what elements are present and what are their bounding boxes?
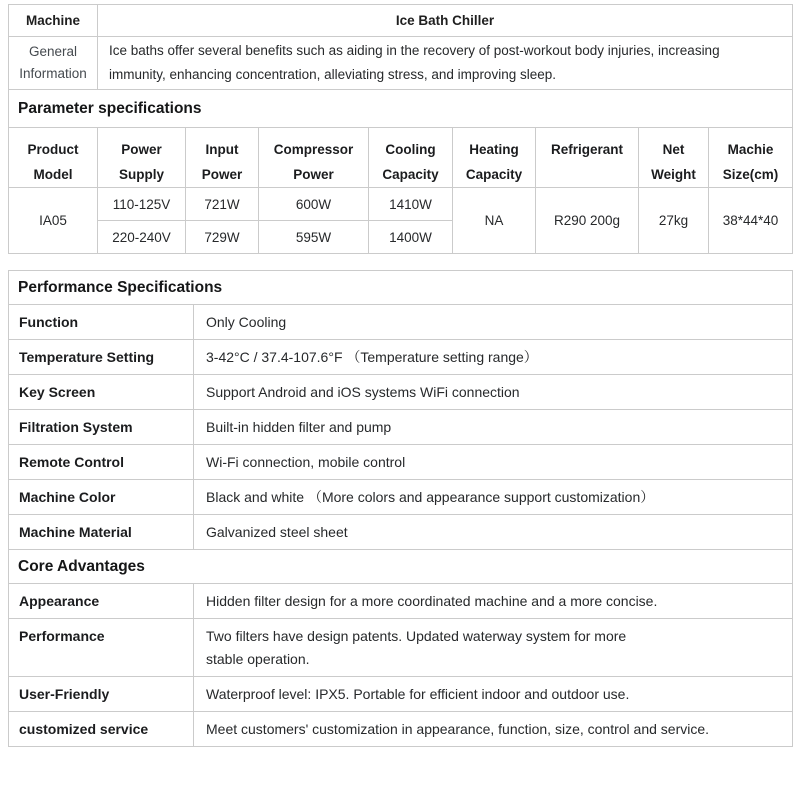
core-advantages-heading-row	[9, 550, 793, 584]
general-info-label-cell: General Information	[9, 37, 98, 90]
advantage-value: Hidden filter design for a more coordinated machine and a more concise.	[194, 584, 793, 619]
param-col-power-supply: Power Supply	[98, 128, 186, 188]
cooling-capacity-cell-1: 1410W	[369, 188, 453, 221]
machine-label-cell: Machine	[9, 5, 98, 37]
spec-value: Galvanized steel sheet	[194, 515, 793, 550]
advantage-row-user-friendly	[9, 677, 793, 712]
core-advantages-heading: Core Advantages	[9, 550, 793, 584]
spec-row-remote-control	[9, 445, 793, 480]
input-power-cell-1: 721W	[186, 188, 259, 221]
spec-row-machine-material	[9, 515, 793, 550]
performance-specifications-heading: Performance Specifications	[9, 271, 793, 305]
general-info-row	[9, 37, 793, 90]
spec-row-temperature-setting	[9, 340, 793, 375]
advantage-value: Two filters have design patents. Updated waterway system for more stable operation.	[194, 619, 793, 677]
advantage-row-performance	[9, 619, 793, 677]
advantage-label: customized service	[9, 712, 194, 747]
advantage-label: Appearance	[9, 584, 194, 619]
advantage-label: User-Friendly	[9, 677, 194, 712]
param-col-cooling-capacity: Cooling Capacity	[369, 128, 453, 188]
param-col-refrigerant: Refrigerant	[536, 128, 639, 188]
spec-row-machine-color	[9, 480, 793, 515]
spec-label: Machine Material	[9, 515, 194, 550]
compressor-power-cell-2: 595W	[259, 221, 369, 254]
spec-label: Remote Control	[9, 445, 194, 480]
general-info-text-cell: Ice baths offer several benefits such as aiding in the recovery of post-workout body injuries, increasing immunity, enhancing concentration, alleviating stress, and improving sleep.	[98, 37, 793, 90]
net-weight-cell: 27kg	[639, 188, 709, 254]
power-supply-cell-1: 110-125V	[98, 188, 186, 221]
spec-value: Built-in hidden filter and pump	[194, 410, 793, 445]
param-col-compressor-power: Compressor Power	[259, 128, 369, 188]
compressor-power-cell-1: 600W	[259, 188, 369, 221]
performance-heading-row	[9, 271, 793, 305]
param-col-heating-capacity: Heating Capacity	[453, 128, 536, 188]
input-power-cell-2: 729W	[186, 221, 259, 254]
power-supply-cell-2: 220-240V	[98, 221, 186, 254]
spec-label: Function	[9, 305, 194, 340]
spec-label: Filtration System	[9, 410, 194, 445]
advantage-label: Performance	[9, 619, 194, 677]
spec-value: 3-42°C / 37.4-107.6°F （Temperature setting range）	[194, 340, 793, 375]
param-col-machine-size: Machie Size(cm)	[709, 128, 793, 188]
parameter-header-row	[9, 128, 793, 188]
parameter-heading-row	[9, 90, 793, 128]
spec-value: Wi-Fi connection, mobile control	[194, 445, 793, 480]
machine-info-and-parameters-table	[8, 4, 793, 254]
performance-and-advantages-table	[8, 270, 793, 747]
spec-value: Only Cooling	[194, 305, 793, 340]
heating-capacity-cell: NA	[453, 188, 536, 254]
parameter-data-row-1	[9, 188, 793, 221]
spec-row-function	[9, 305, 793, 340]
refrigerant-cell: R290 200g	[536, 188, 639, 254]
spec-value: Black and white （More colors and appearance support customization）	[194, 480, 793, 515]
spec-row-filtration-system	[9, 410, 793, 445]
advantage-value: Meet customers' customization in appearance, function, size, control and service.	[194, 712, 793, 747]
spec-label: Machine Color	[9, 480, 194, 515]
param-col-input-power: Input Power	[186, 128, 259, 188]
advantage-row-customized-service	[9, 712, 793, 747]
advantage-row-appearance	[9, 584, 793, 619]
parameter-specifications-heading: Parameter specifications	[9, 90, 793, 128]
advantage-value: Waterproof level: IPX5. Portable for efficient indoor and outdoor use.	[194, 677, 793, 712]
machine-size-cell: 38*44*40	[709, 188, 793, 254]
param-col-product-model: Product Model	[9, 128, 98, 188]
machine-title-row	[9, 5, 793, 37]
spec-label: Key Screen	[9, 375, 194, 410]
cooling-capacity-cell-2: 1400W	[369, 221, 453, 254]
spec-row-key-screen	[9, 375, 793, 410]
product-model-cell: IA05	[9, 188, 98, 254]
spec-value: Support Android and iOS systems WiFi connection	[194, 375, 793, 410]
param-col-net-weight: Net Weight	[639, 128, 709, 188]
spec-label: Temperature Setting	[9, 340, 194, 375]
machine-name-cell: Ice Bath Chiller	[98, 5, 793, 37]
